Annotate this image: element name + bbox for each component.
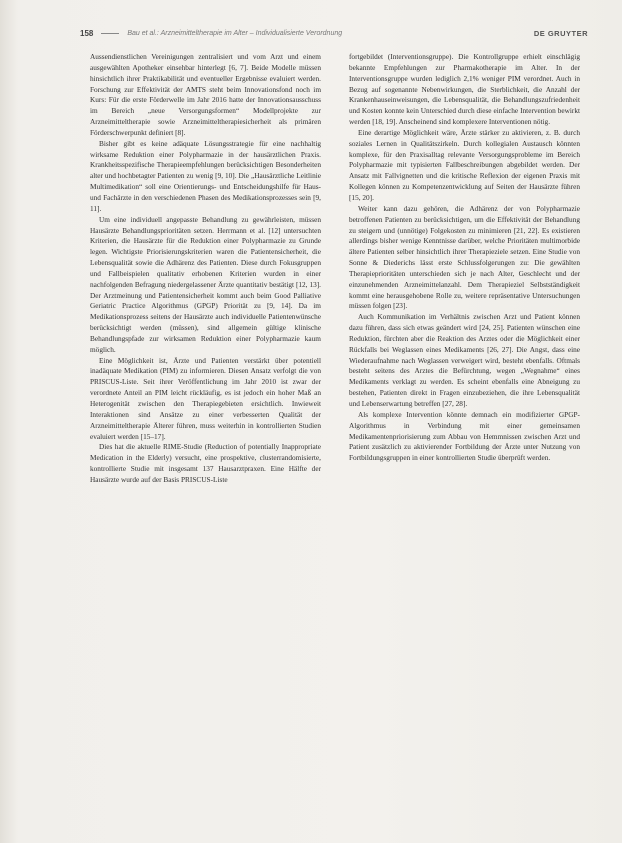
page-number: 158 bbox=[80, 28, 94, 38]
right-column bbox=[349, 52, 580, 464]
paragraph: Dies hat die aktuelle RIME-Studie (Reduction of potentially Inappropriate Medication in the Elderly) versucht, eine prospektive, clusterrandomisierte, kontrollierte Studie mit insgesamt 137 Hausarztpraxen. Eine Hälfte der Hausärzte wurde auf der Basis PRISCUS-Liste bbox=[90, 442, 321, 484]
paragraph: fortgebildet (Interventionsgruppe). Die Kontrollgruppe erhielt einschlägig bekannte Empfehlungen zur Pharmakotherapie im Alter. In der Interventionsgruppe wurden lediglich 2,1% weniger PIM verordnet. Auch in Bezug auf sogenannte Nebenwirkungen, die Sterblichkeit, die Anzahl der Krankenhauseinweisungen, die Lebensqualität, die Behandlungszufriedenheit und Kosten konnte kein Unterschied durch diese einfache Intervention bewirkt werden [18, 19]. Anscheinend sind komplexere Interventionen nötig. bbox=[349, 52, 580, 127]
paragraph: Auch Kommunikation im Verhältnis zwischen Arzt und Patient können dazu führen, dass sich etwas geändert wird [24, 25]. Patienten wünschen eine Reduktion, fürchten aber die Reaktion des Arztes oder die Möglichkeit einer Rückfalls bei Weglassen eines Medikaments [26, 27]. Die Angst, dass eine Wiederaufnahme nach Weglassen verweigert wird, besteht ebenfalls. Oftmals besteht seitens des Arztes die Befürchtung, wegen „Wegnahme“ eines Medikaments verklagt zu werden. Es scheint ebenfalls eine Abneigung zu bestehen, Patienten direkt in Fragen einzubeziehen, die ihre Lebensqualität und Lebenserwartung betreffen [27, 28]. bbox=[349, 312, 580, 408]
paragraph: Eine Möglichkeit ist, Ärzte und Patienten verstärkt über potentiell inadäquate Medikation (PIM) zu informieren. Diesen Ansatz verfolgt die von PRISCUS-Liste. Seit ihrer Veröffentlichung im Jahr 2010 ist zwar der verordnete Anteil an PIM leicht rückläufig, es ist jedoch ein hoher Maß an Heterogenität zwischen den Therapiegebieten ersichtlich. Inwieweit Interaktionen sind Ansätze zu einer verbesserten Qualität der Arzneimitteltherapie Älterer führen, muss weiterhin in kontrollierten Studien evaluiert werden [15–17]. bbox=[90, 355, 321, 441]
paragraph: Um eine individuell angepasste Behandlung zu gewährleisten, müssen Hausärzte Behandlungsprioritäten setzen. Herrmann et al. [12] untersuchten Kriterien, die Hausärzte für die Reduktion einer Polypharmazie zu Grunde legen. Wichtigste Priorisierungskriterien waren die Patientensicherheit, die Lebensqualität sowie die Adhärenz des Patienten. Diese durch Fokusgruppen und Fallbeispielen qualitativ erhobenen Kriterien wurden in einer nachfolgenden Befragung niedergelassener Ärzte quantitativ bestätigt [12, 13]. Der Arztmeinung und Patientensicherheit kommt auch beim Good Palliative Geriatric Practice Algorithmus (GPGP) Priorität zu [9, 14]. Da im Medikationsprozess seitens der Hausärzte auch individuelle Patientenwünsche berücksichtigt werden (müssen), sind allgemein gültige klinische Behandlungspfade zur wirksamen Reduktion einer Polypharmazie kaum möglich. bbox=[90, 214, 321, 354]
page-header bbox=[80, 27, 588, 39]
paragraph: Weiter kann dazu gehören, die Adhärenz der von Polypharmazie betroffenen Patienten zu berücksichtigen, um die Effektivität der Behandlung zu steigern und (unnötige) Folgekosten zu minimieren [21, 22]. Es existieren allerdings bisher wenige Kenntnisse darüber, welche Prioritäten multimorbide ältere Patienten selber hinsichtlich ihrer Therapieziele setzen. Eine Studie von Sonne & Diederichs lässt erste Schlussfolgerungen zu: Die gewählten Therapieprioritäten unterschieden sich je nach Alter, Geschlecht und der einzunehmenden Arzneimittelanzahl. Dem Therapieziel Selbstständigkeit kommt eine herausgehobene Rolle zu, weitere repräsentative Untersuchungen müssen folgen [23]. bbox=[349, 203, 580, 311]
running-head: Bau et al.: Arzneimitteltherapie im Alter – Individualisierte Verordnung bbox=[127, 29, 343, 37]
paragraph: Aussendienstlichen Vereinigungen zentralisiert und vom Arzt und einem ausgewählten Apotheker einsehbar hinterlegt [6, 7]. Beide Modelle müssen hinsichtlich ihrer Praktikabilität und eventueller Ergebnisse evaluiert werden. Forschung zur Effektivität der AMTS steht beim Innovationsfond noch im Kurs: Für die erste Förderwelle im Jahr 2016 hatte der Innovationsausschuss im Bereich „neue Versorgungsformen“ Modellprojekte zur Arzneimitteltherapie sowie Arzneimitteltherapiesicherheit als primären Förderschwerpunkt definiert [8]. bbox=[90, 52, 321, 137]
paragraph: Bisher gibt es keine adäquate Lösungsstrategie für eine nachhaltig wirksame Reduktion einer Polypharmazie in der hausärztlichen Praxis. Krankheitsspezifische Therapieempfehlungen berücksichtigen Besonderheiten alter und hochbetagter Patienten zu wenig [9, 10]. Die „Hausärztliche Leitlinie Multimedikation“ soll eine Orientierungs- und Entscheidungshilfe für Haus- und Fachärzte in den verschiedenen Phasen des Medikationsprozesses sein [9, 11]. bbox=[90, 138, 321, 213]
publisher-logo: DE GRUYTER bbox=[533, 28, 588, 38]
left-column bbox=[90, 52, 321, 486]
paragraph: Eine derartige Möglichkeit wäre, Ärzte stärker zu aktivieren, z. B. durch soziales Lernen in Qualitätszirkeln. Durch kollegialen Austausch könnten komplexe, für den Praxisalltag relevante Versorgungsprobleme im Bereich Polypharmazie mit typisierten Fallbeschreibungen abgebildet werden. Der Ansatz mit Fallvignetten und die kritische Reflexion der eigenen Praxis mit Kollegen können zu Kompetenzentwicklung auf Seiten der Hausärzte führen [15, 20]. bbox=[349, 127, 580, 202]
paragraph: Als komplexe Intervention könnte demnach ein modifizierter GPGP-Algorithmus in Verbindung mit einer gemeinsamen Medikamentenpriorisierung zum Abbau von Hemmnissen zwischen Arzt und Patient zusätzlich zu aktivierender Fortbildung der Ärzte unter Nutzung von Fortbildungsgruppen in einer kontrollierten Studie überprüft werden. bbox=[349, 409, 580, 463]
header-rule bbox=[101, 33, 119, 34]
